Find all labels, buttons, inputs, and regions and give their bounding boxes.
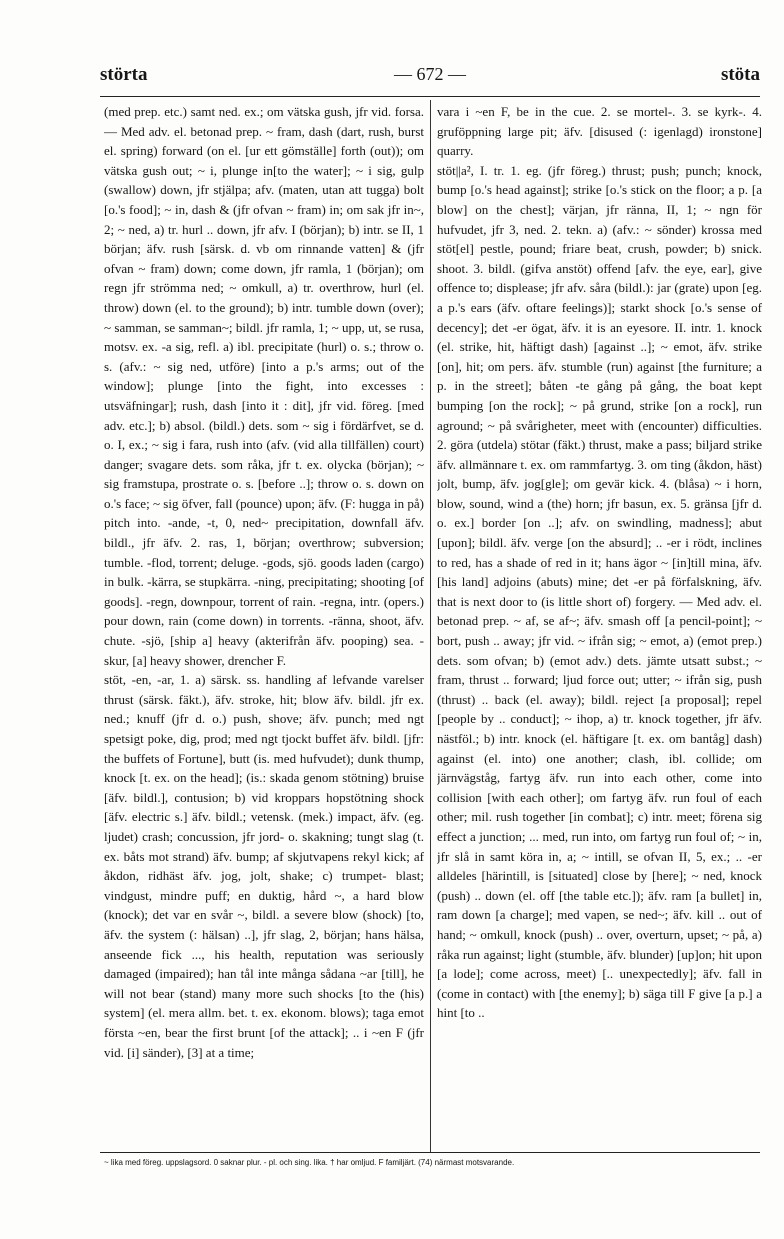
page-number: — 672 — (394, 64, 466, 84)
left-headword: störta (100, 64, 148, 85)
left-column (104, 102, 424, 1122)
entry-stot: stöt, -en, -ar, 1. a) särsk. ss. handling af lefvande varelser thrust (särsk. fäkt.), äfv. stroke, hit; blow äfv. bildl. jfr ex. ned.; knuff (jfr d. o.) push, shove; äfv. punch; med ngt spetsigt poke, dig, prod; med ngt tjockt buffet äfv. bildl. [jfr: the buffets of Fortune], butt (is. med hufvudet); dunk thump, knock [t. ex. on the head]; (is.: skada genom stötning) bruise [äfv. bildl.], contusion; b) vid kroppars hopstötning shock [äfv. electric s.] äfv. bildl.; vetensk. (mek.) impact, äfv. (eg. ljudet) crash; concussion, jfr jord- o. skakning; tungt slag (t. ex. båts mot strand) äfv. bump; af skjutvapens rekyl kick; af åkdon, ridhäst äfv. jog, jolt, shake; c) trumpet- blast; vindgust, mindre puff; en duktig, hård ~, a hard blow (knock); det var en svår ~, bildl. a severe blow (shock) [to, äfv. the system (: hälsan) ..], jfr slag, 2, början; hans hälsa, anseende fick ..., his health, reputation was seriously damaged (impaired); han tål inte många sådana ~ar [till], he will not bear (stand) many more such shocks [to the (his) system] (el. mera allm. bet. t. ex. ekonom. blows); taga emot första ~en, bear the first brunt [of the attack]; .. i ~en F (jfr vid. [i] sänder), [3] at a time; (104, 672, 424, 1060)
entry-stota: stöt||a², I. tr. 1. eg. (jfr föreg.) thrust; push; punch; knock, bump [o.'s head against]; strike [o.'s stick on the floor; a p. [a blow] on the chest]; värjan, jfr ränna, II, 1; ~ ngn för hufvudet, jfr 3, ned. 2. tekn. a) (afv.: ~ sönder) krossa med stöt[el] pestle, pound; friare beat, crush, powder; b) snick. shoot. 3. bildl. (gifva anstöt) offend [afv. the eye, ear], give offence to; displease; jfr afv. såra (bildl.): jar (grate) upon [eg. a p.'s ears (äfv. oftare feelings)]; starkt shock [o.'s sense of decency]; det -er ögat, äfv. it is an eyesore. II. intr. 1. knock (el. strike, hit, häftigt dash) [against ..]; ~ emot, äfv. strike [on], hit; om pers. äfv. stumble (run) against [the furniture; a p. in the street]; båten -te gång på gång, the boat kept bumping [on the rock]; ~ på grund, strike [on a rock], run aground; ~ på svårigheter, meet with (encounter) difficulties. 2. göra (utdela) stötar (fäkt.) thrust, make a pass; biljard strike äfv. allmännare t. ex. om rammfartyg. 3. om ting (åkdon, häst) jolt, bump, äfv. jog[gle]; om gevär kick. 4. (blåsa) ~ i horn, blow, sound, wind a (the) horn; jfr basun, ex. 5. gränsa [jfr d. o. ex.] border [on ..]; afv. on swindling, madness]; abut [upon]; bildl. äfv. verge [on the absurd]; .. -er i rödt, inclines to red, has a shade of red in it; hans ägor ~ [in]till mina, äfv. [his land] adjoins (abuts) mine; det -er på förfalskning, äfv. that is next door to (is little short of) forgery. — Med adv. el. betonad prep. ~ af, se af~; äfv. smash off [a pencil-point]; ~ bort, push .. away; jfr vid. ~ ifrån sig; ~ emot, a) (emot prep.) dets. som ofvan; b) (emot adv.) dets. jämte utsatt subst.; ~ fram, thrust .. forward; ljud force out; utter; ~ ifrån sig, push (thrust) .. back (el. away); bildl. reject [a proposal]; repel [people by .. conduct]; ~ ihop, a) tr. knock together, jfr äfv. nästföl.; b) intr. knock (el. häftigare [t. ex. om bantåg] dash) against (el. into) one another; clash, ibl. collide; om järnvägståg, fartyg äfv. run into each other, come into collision [with each other]; om fartyg äfv. run foul of each other; mil. rush together [in combat]; c) intr. meet; förena sig effect a junction; ... med, run into, om fartyg run foul of; ~ in, jfr slå in samt köra in, a; ~ intill, se ofvan II, 5, ex.; .. -er alldeles [härintill, is [situated] close by [here]; ~ ned, knock (push) .. down (el. off [the table etc.]); äfv. ram [a bullet] in, ram down [a charge]; med vapen, se ned~; äfv. kill .. out of hand; ~ omkull, knock (push) .. over, overturn, upset; ~ på, a) råka run against; light (stumble, äfv. blunder) [up]on; hit upon [a lode]; come across, meet) [.. unexpectedly]; äfv. fall in (come in contact) with [the enemy]; b) säga till F give [a p.] a hint [to .. (437, 162, 762, 1021)
right-headword: stöta (720, 64, 760, 85)
right-column (437, 102, 762, 1122)
footer-rule (100, 1152, 760, 1153)
entry-storta-continued: (med prep. etc.) samt ned. ex.; om vätska gush, jfr vid. forsa. — Med adv. el. betonad prep. ~ fram, dash (dart, rush, burst el. spring) forward (on el. [ur ett gömställe] forth (out)); om vätska gush out; ~ i, plunge in[to the water]; ~ i sig, gulp (swallow) down, jfr stjälpa; afv. (maten, utan att tugga) bolt [o.'s food]; ~ in, dash & (jfr ofvan ~ fram) in; om sak jfr in~, 2; ~ ned, a) tr. hurl .. down, jfr afv. I (början); b) intr. se II, 1 början; äfv. rush [särsk. d. vb om rinnande vatten] & (jfr ofvan ~ fram) down; come down, jfr ramla, 1 (början); om regn jfr strömma ned; ~ omkull, a) tr. overthrow, hurl (el. throw) down (el. to the ground); b) intr. tumble down (over); ~ samman, se samman~; bildl. jfr ramla, 1; ~ upp, ut, se rusa, motsv. ex. -a sig, refl. a) ibl. precipitate (hurl) o. s.; throw o. s. (afv.: ~ sig ned, utföre) [into a p.'s arms; out of the window]; plunge [into the fight, into excesses : utsväfningar]; rush, dash [into it : dit], jfr vid. föreg. [med adv. etc.]; b) absol. (bildl.) dets. som ~ sig i fördärfvet, se d. o. I, ex.; ~ sig i fara, rush into (afv. (vid alla tillfällen) court) danger; svagare dets. som råka, jfr t. ex. olycka (början); ~ sig framstupa, prostrate o. s. [before ..]; throw o. s. down on o.'s face; ~ sig öfver, fall (pounce) upon; äfv. (F: hugga in på) pitch into. -ande, -t, 0, ned~ precipitation, downfall äfv. bildl., jfr äfv. 2. ras, 1, början; overthrow; subversion; tumble. -flod, torrent; deluge. -gods, sjö. goods laden (cargo) in bulk. -kärra, se stupkärra. -ning, precipitating; shooting [of goods]. -regn, downpour, torrent of rain. -regna, intr. (opers.) pour down, rain (come down) in torrents. -ränna, shoot, äfv. chute. -sjö, [ship a] heavy (akterifrån äfv. pooping) sea. -skur, [a] heavy shower, drencher F. (104, 104, 424, 668)
header-rule (100, 96, 760, 97)
abbreviation-legend: ~ lika med föreg. uppslagsord. 0 saknar plur. - pl. och sing. lika. † har omljud. F familjärt. (74) närmast motsvarande. (104, 1158, 515, 1167)
page-header (100, 64, 760, 88)
entry-stot-continued: vara i ~en F, be in the cue. 2. se mortel-. 3. se kyrk-. 4. gruföppning large pit; äfv. [disused (: igenlagd) ironstone] quarry. (437, 104, 762, 159)
column-divider (430, 100, 431, 1152)
